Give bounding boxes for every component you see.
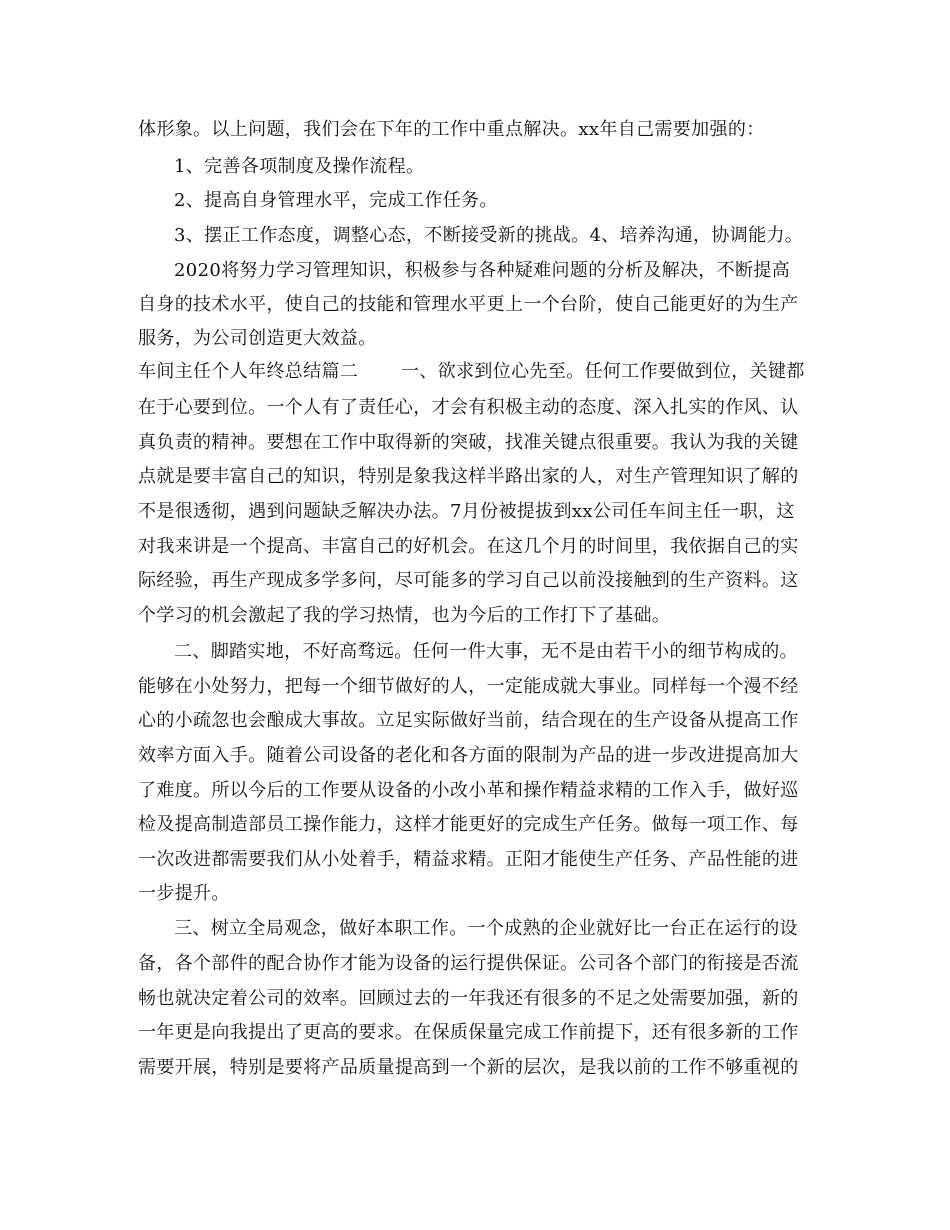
- text-line: 检及提高制造部员工操作能力，这样才能更好的完成生产任务。做每一项工作、每: [138, 814, 799, 835]
- text-line: 自身的技术水平，使自己的技能和管理水平更上一个台阶，使自己能更好的为生产: [138, 294, 799, 315]
- list-item: 2、提高自身管理水平，完成工作任务。: [174, 190, 498, 211]
- list-item: 3、摆正工作态度，调整心态，不断接受新的挑战。4、培养沟通，协调能力。: [174, 225, 804, 246]
- text-line: 一步提升。: [138, 883, 230, 904]
- text-line: 二、脚踏实地，不好高骛远。任何一件大事，无不是由若干小的细节构成的。: [174, 641, 798, 662]
- text-line: 际经验，再生产现成多学多问，尽可能多的学习自己以前没接触到的生产资料。这: [138, 570, 799, 591]
- text-line: 一年更是向我提出了更高的要求。在保质保量完成工作前提下，还有很多新的工作: [138, 1022, 799, 1043]
- text-line: 能够在小处努力，把每一个细节做好的人，一定能成就大事业。同样每一个漫不经: [138, 676, 799, 697]
- text-line: 个学习的机会激起了我的学习热情，也为今后的工作打下了基础。: [138, 605, 671, 626]
- text-line: 三、树立全局观念，做好本职工作。一个成熟的企业就好比一台正在运行的设: [174, 918, 798, 939]
- text-line: 畅也就决定着公司的效率。回顾过去的一年我还有很多的不足之处需要加强，新的: [138, 988, 799, 1009]
- text-line: 点就是要丰富自己的知识，特别是象我这样半路出家的人，对生产管理知识了解的: [138, 466, 799, 487]
- text-line: 真负责的精神。要想在工作中取得新的突破，找准关键点很重要。我认为我的关键: [138, 432, 799, 453]
- text-line: 体形象。以上问题，我们会在下年的工作中重点解决。xx年自己需要加强的：: [138, 119, 765, 140]
- list-item: 1、完善各项制度及操作流程。: [174, 156, 425, 177]
- text-line: 2020将努力学习管理知识，积极参与各种疑难问题的分析及解决，不断提高: [174, 260, 791, 281]
- text-line: 不是很透彻，遇到问题缺乏解决办法。7月份被提拔到xx公司任车间主任一职，这: [138, 501, 795, 522]
- text-line: 需要开展，特别是要将产品质量提高到一个新的层次，是我以前的工作不够重视的: [138, 1057, 799, 1078]
- text-line: 在于心要到位。一个人有了责任心，才会有积极主动的态度、深入扎实的作风、认: [138, 397, 799, 418]
- text-line: 备，各个部件的配合协作才能为设备的运行提供保证。公司各个部门的衔接是否流: [138, 953, 799, 974]
- text-line: 服务，为公司创造更大效益。: [138, 328, 377, 349]
- text-line: 了难度。所以今后的工作要从设备的小改小革和操作精益求精的工作入手，做好巡: [138, 780, 799, 801]
- text-line: 对我来讲是一个提高、丰富自己的好机会。在这几个月的时间里，我依据自己的实: [138, 536, 799, 557]
- text-line: 心的小疏忽也会酿成大事故。立足实际做好当前，结合现在的生产设备从提高工作: [138, 710, 799, 731]
- section-heading-line: 车间主任个人年终总结篇二 一、欲求到位心先至。任何工作要做到位，关键都: [138, 361, 805, 382]
- text-line: 效率方面入手。随着公司设备的老化和各方面的限制为产品的进一步改进提高加大: [138, 745, 799, 766]
- text-line: 一次改进都需要我们从小处着手，精益求精。正阳才能使生产任务、产品性能的进: [138, 849, 799, 870]
